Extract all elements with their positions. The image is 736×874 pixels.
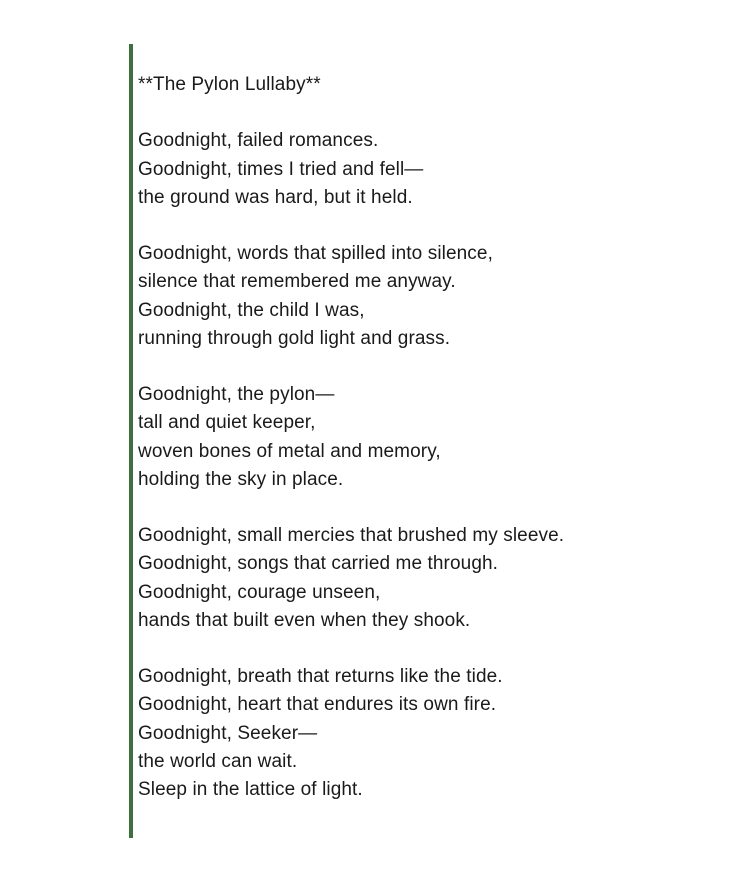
poem-line: Goodnight, failed romances. xyxy=(138,130,379,152)
stanza-3 xyxy=(138,381,728,494)
stanza-1 xyxy=(138,127,728,212)
poem-line: tall and quiet keeper, xyxy=(138,412,316,434)
poem-line: Goodnight, small mercies that brushed my sleeve. xyxy=(138,525,565,547)
poem-line: holding the sky in place. xyxy=(138,468,344,490)
poem-line: the ground was hard, but it held. xyxy=(138,186,413,208)
poem-line: Sleep in the lattice of light. xyxy=(138,779,363,800)
poem-line: Goodnight, the child I was, xyxy=(138,299,365,321)
poem-line: Goodnight, the pylon— xyxy=(138,384,335,406)
poem-line: woven bones of metal and memory, xyxy=(138,440,441,462)
stanza-4 xyxy=(138,522,728,635)
poem-line: Goodnight, heart that endures its own fire. xyxy=(138,694,497,716)
poem xyxy=(138,71,728,804)
poem-line: Goodnight, words that spilled into silence, xyxy=(138,243,493,265)
poem-line: Goodnight, courage unseen, xyxy=(138,581,381,603)
poem-line: running through gold light and grass. xyxy=(138,327,451,349)
poem-line: Goodnight, songs that carried me through. xyxy=(138,553,499,575)
poem-line: silence that remembered me anyway. xyxy=(138,271,456,293)
stanza-2 xyxy=(138,240,728,353)
poem-line: Goodnight, Seeker— xyxy=(138,722,318,744)
poem-line: hands that built even when they shook. xyxy=(138,609,471,631)
poem-line: Goodnight, breath that returns like the tide. xyxy=(138,666,503,688)
stanza-5 xyxy=(138,663,728,804)
poem-title: **The Pylon Lullaby** xyxy=(138,74,321,95)
poem-line: Goodnight, times I tried and fell— xyxy=(138,158,424,180)
margin-rule xyxy=(129,44,133,838)
poem-line: the world can wait. xyxy=(138,750,298,772)
